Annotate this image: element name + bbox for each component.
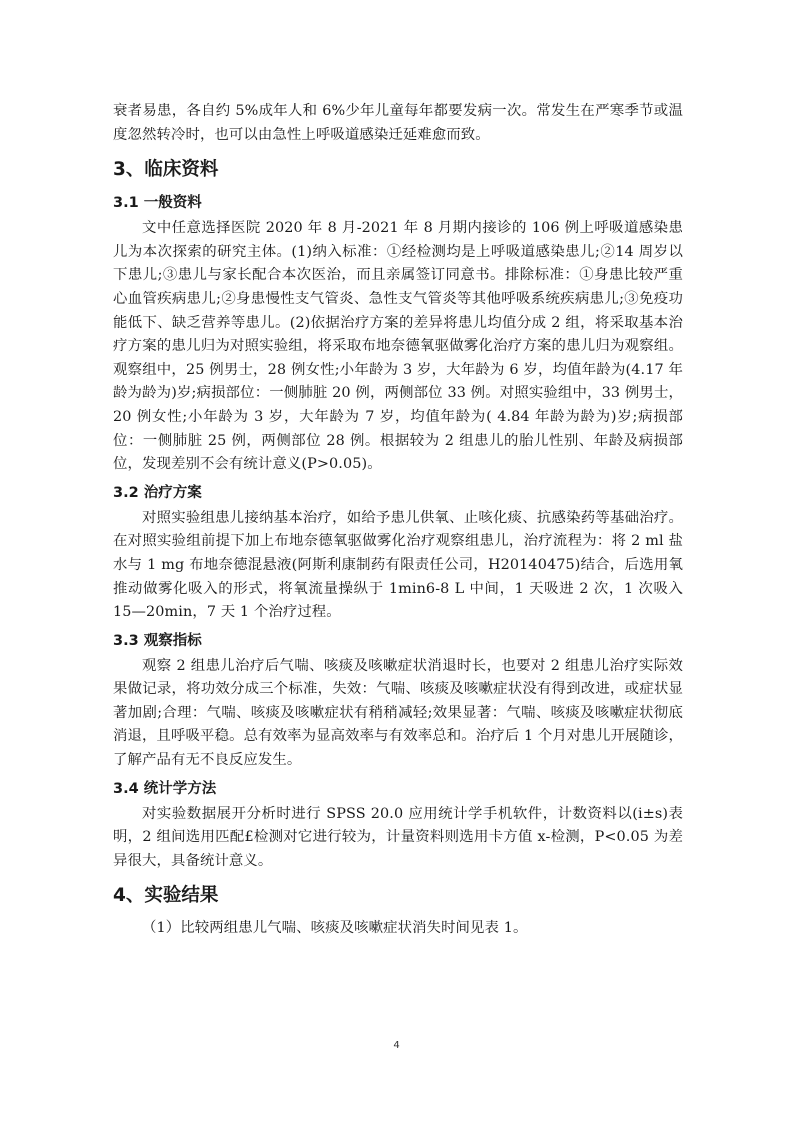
page-content xyxy=(113,100,683,941)
intro-paragraph: 衰者易患，各自约 5%成年人和 6%少年儿童每年都要发病一次。常发生在严寒季节或温度忽然转冷时，也可以由急性上呼吸道感染迁延难愈而致。 xyxy=(113,103,683,143)
subsection-heading-treatment-plan: 3.2 治疗方案 xyxy=(113,484,202,501)
statistical-methods-paragraph: 对实验数据展开分析时进行 SPSS 20.0 应用统计学手机软件，计数资料以(i±s)表明，2 组间选用匹配£检测对它进行较为，计量资料则选用卡方值 x-检测，P<0.05 为差异很大，具备统计意义。 xyxy=(113,805,683,869)
page-number: 4 xyxy=(393,1040,400,1051)
general-data-paragraph: 文中任意选择医院 2020 年 8 月-2021 年 8 月期内接诊的 106 例上呼吸道感染患儿为本次探索的研究主体。(1)纳入标准：①经检测均是上呼吸道感染患儿;②14 周岁以下患儿;③患儿与家长配合本次医治，而且亲属签订同意书。排除标准：①身患比较严重心血管疾病患儿;②身患慢性支气管炎、急性支气管炎等其他呼吸系统疾病患儿;③免疫功能低下、缺乏营养等患儿。(2)依据治疗方案的差异将患儿均值分成 2 组，将采取基本治疗方案的患儿归为对照实验组，将采取布地奈德氧驱做雾化治疗方案的患儿归为观察组。观察组中，25 例男士，28 例女性;小年龄为 3 岁，大年龄为 6 岁，均值年龄为(4.17 年龄为龄为)岁;病损部位：一侧肺脏 20 例，两侧部位 33 例。对照实验组中，33 例男士，20 例女性;小年龄为 3 岁，大年龄为 7 岁，均值年龄为( 4.84 年龄为龄为)岁;病损部位：一侧肺脏 25 例，两侧部位 28 例。根据较为 2 组患儿的胎儿性别、年龄及病损部位，发现差别不会有统计意义(P>0.05)。 xyxy=(113,220,683,473)
observation-indicators-paragraph: 观察 2 组患儿治疗后气喘、咳痰及咳嗽症状消退时长，也要对 2 组患儿治疗实际效果做记录，将功效分成三个标准，失效：气喘、咳痰及咳嗽症状没有得到改进，或症状显著加剧;合理：气喘、咳痰及咳嗽症状有稍稍减轻;效果显著：气喘、咳痰及咳嗽症状彻底消退，且呼吸平稳。总有效率为显高效率与有效率总和。治疗后 1 个月对患儿开展随诊，了解产品有无不良反应发生。 xyxy=(113,657,683,769)
subsection-heading-observation-indicators: 3.3 观察指标 xyxy=(113,632,202,649)
results-paragraph: （1）比较两组患儿气喘、咳痰及咳嗽症状消失时间见表 1。 xyxy=(142,920,528,937)
subsection-heading-general-data: 3.1 一般资料 xyxy=(113,195,202,212)
treatment-plan-paragraph: 对照实验组患儿接纳基本治疗，如给予患儿供氧、止咳化痰、抗感染药等基础治疗。在对照实验组前提下加上布地奈德氧驱做雾化治疗观察组患儿，治疗流程为：将 2 ml 盐水与 1 mg 布地奈德混悬液(阿斯利康制药有限责任公司，H20140475)结合，后选用氧推动做雾化吸入的形式，将氧流量操纵于 1min6-8 L 中间，1 天吸进 2 次，1 次吸入 15—20min，7 天 1 个治疗过程。 xyxy=(113,509,683,621)
section-heading-experiment-results: 4、实验结果 xyxy=(113,885,219,907)
section-heading-clinical-data: 3、临床资料 xyxy=(113,159,219,181)
subsection-heading-statistical-methods: 3.4 统计学方法 xyxy=(113,780,217,797)
